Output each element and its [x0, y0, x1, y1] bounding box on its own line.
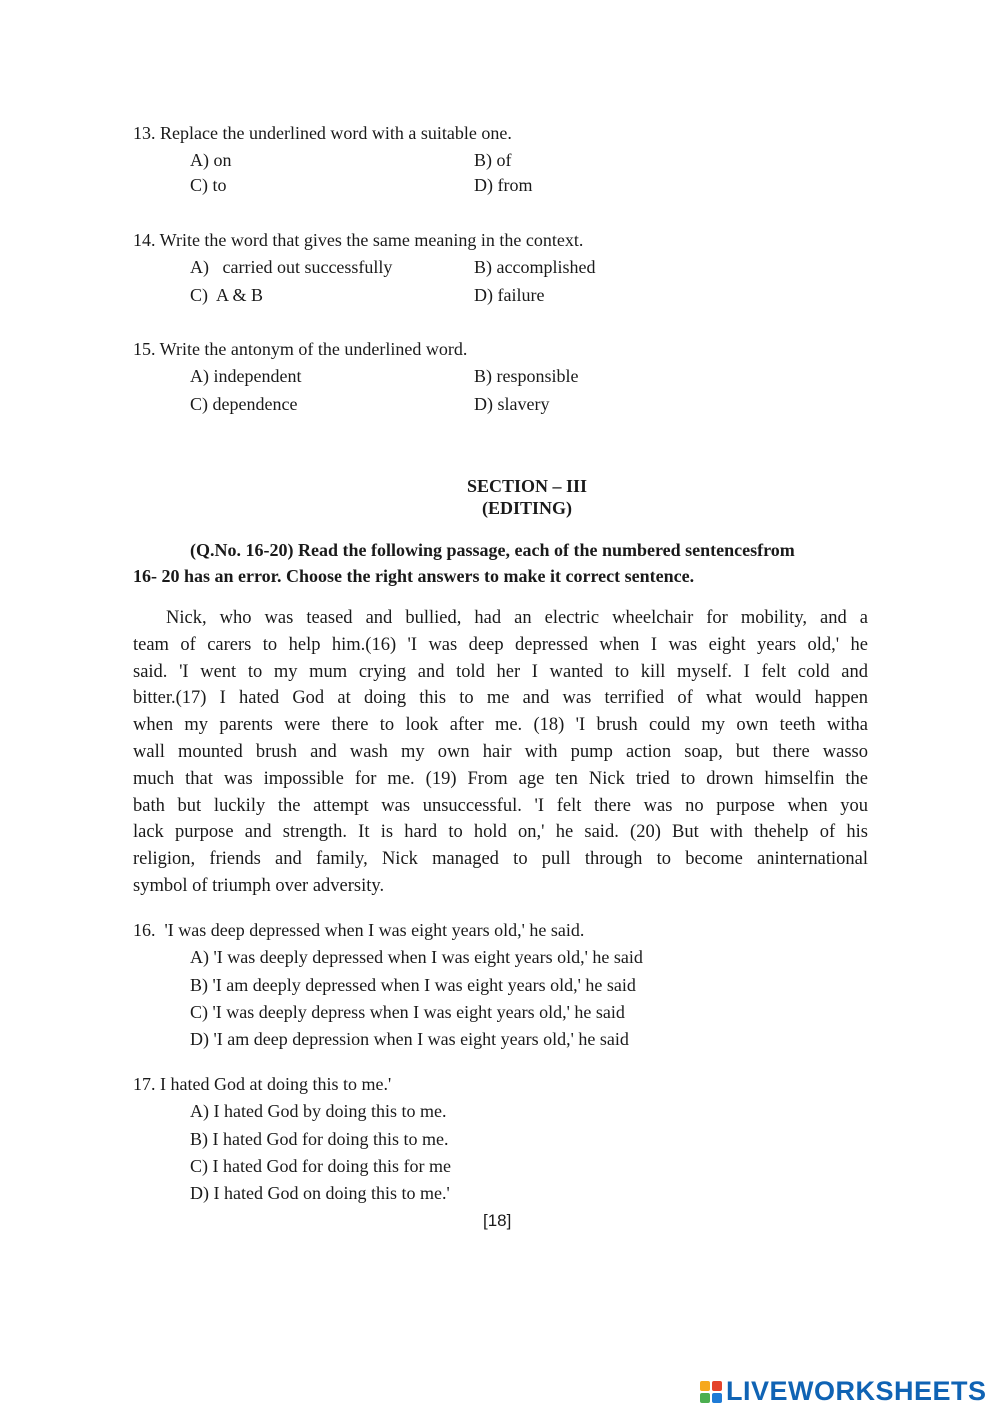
passage-line: wall mounted brush and wash my own hair with pump action soap, but there wasso [133, 741, 868, 762]
question-13-text: 13. Replace the underlined word with a suitable one. [133, 123, 512, 143]
passage-line: said. 'I went to my mum crying and told her I wanted to kill myself. I felt cold and [133, 661, 868, 682]
liveworksheets-logo-icon [700, 1381, 722, 1403]
section-instruction-line-1: (Q.No. 16-20) Read the following passage, each of the numbered sentencesfrom [190, 540, 795, 560]
question-13-option-a[interactable]: A) on [190, 150, 232, 170]
question-13-option-b[interactable]: B) of [474, 150, 512, 170]
question-15-option-a[interactable]: A) independent [190, 366, 302, 386]
question-16-option-c[interactable]: C) 'I was deeply depress when I was eight years old,' he said [190, 1002, 625, 1022]
passage-line: bath but luckily the attempt was unsuccessful. 'I felt there was no purpose when you [133, 795, 868, 816]
question-17-text: 17. I hated God at doing this to me.' [133, 1074, 392, 1094]
question-16-option-d[interactable]: D) 'I am deep depression when I was eight years old,' he said [190, 1029, 629, 1049]
passage-line: team of carers to help him.(16) 'I was deep depressed when I was eight years old,' he [133, 634, 868, 655]
question-14-option-b[interactable]: B) accomplished [474, 257, 596, 277]
question-16-option-a[interactable]: A) 'I was deeply depressed when I was eight years old,' he said [190, 947, 643, 967]
question-17-option-a[interactable]: A) I hated God by doing this to me. [190, 1101, 447, 1121]
question-14-option-a[interactable]: A) carried out successfully [190, 257, 393, 277]
passage-line: symbol of triumph over adversity. [133, 875, 385, 896]
question-15-option-b[interactable]: B) responsible [474, 366, 579, 386]
question-14-option-c[interactable]: C) A & B [190, 285, 264, 305]
question-15-option-c[interactable]: C) dependence [190, 394, 298, 414]
section-instruction-line-2: 16- 20 has an error. Choose the right answers to make it correct sentence. [133, 566, 695, 586]
question-17-option-c[interactable]: C) I hated God for doing this for me [190, 1156, 451, 1176]
question-16-text: 16. 'I was deep depressed when I was eight years old,' he said. [133, 920, 585, 940]
liveworksheets-logo-text: LIVEWORKSHEETS [726, 1376, 987, 1406]
section-subtitle: (EDITING) [481, 498, 572, 518]
passage-line: Nick, who was teased and bullied, had an electric wheelchair for mobility, and a [166, 608, 868, 628]
question-14-text: 14. Write the word that gives the same meaning in the context. [133, 230, 584, 250]
passage-line: lack purpose and strength. It is hard to hold on,' he said. (20) But with thehelp of his [133, 822, 868, 843]
question-15-text: 15. Write the antonym of the underlined word. [133, 339, 468, 359]
question-15-option-d[interactable]: D) slavery [474, 394, 550, 414]
question-17-option-b[interactable]: B) I hated God for doing this to me. [190, 1129, 449, 1149]
section-title: SECTION – III [466, 476, 588, 496]
passage-line: when my parents were there to look after me. (18) 'I brush could my own teeth witha [133, 715, 868, 736]
liveworksheets-logo[interactable] [700, 1376, 987, 1407]
passage-line: religion, friends and family, Nick managed to pull through to become aninternational [133, 849, 868, 870]
question-17-option-d[interactable]: D) I hated God on doing this to me.' [190, 1183, 450, 1203]
question-13-option-c[interactable]: C) to [190, 175, 227, 195]
passage-line: bitter.(17) I hated God at doing this to me and was terrified of what would happen [133, 688, 868, 709]
question-13-option-d[interactable]: D) from [474, 175, 533, 195]
question-16-option-b[interactable]: B) 'I am deeply depressed when I was eight years old,' he said [190, 975, 636, 995]
question-14-option-d[interactable]: D) failure [474, 285, 545, 305]
page-number: [18] [483, 1211, 512, 1230]
passage [133, 605, 868, 900]
passage-line: much that was impossible for me. (19) From age ten Nick tried to drown himselfin the [133, 768, 868, 789]
